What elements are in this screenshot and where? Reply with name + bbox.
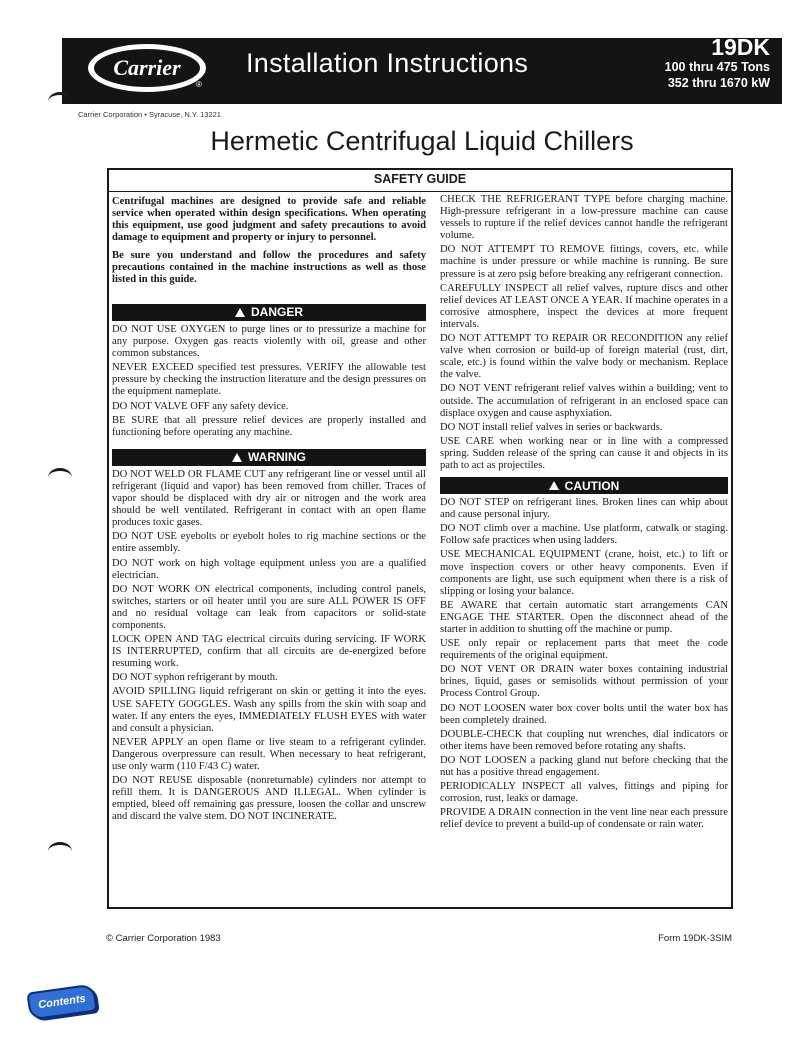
capacity-tons: 100 thru 475 Tons (664, 60, 770, 74)
danger-label: DANGER (250, 305, 303, 320)
warning-item: DO NOT WORK ON electrical components, including control panels, switches, starters or oil heater until you are sure ALL POWER IS OFF and no residual voltage can leak from capacitors or solid-state components. (112, 583, 426, 631)
registered-mark: ® (196, 80, 202, 89)
safety-item: DO NOT ATTEMPT TO REMOVE fittings, covers, etc. while machine is under pressure or while machine is running. Be sure pressure is at zero psig before breaking any refrigerant connection. (440, 244, 728, 280)
corporation-address: Carrier Corporation • Syracuse, N.Y. 13221 (78, 110, 221, 119)
contents-label: Contents (37, 992, 87, 1012)
warning-triangle-icon (235, 308, 245, 317)
form-number: Form 19DK-3SIM (658, 933, 732, 944)
punch-hole-mark (48, 92, 72, 111)
left-column (112, 196, 426, 825)
caution-item: DO NOT climb over a machine. Use platform, catwalk or staging. Follow safe practices when using ladders. (440, 523, 728, 547)
warning-item: DO NOT work on high voltage equipment unless you are a qualified electrician. (112, 557, 426, 581)
warning-item: DO NOT USE eyebolts or eyebolt holes to rig machine sections or the entire assembly. (112, 531, 426, 555)
danger-item: DO NOT USE OXYGEN to purge lines or to pressurize a machine for any purpose. Oxygen gas reacts violently with oil, grease and other common substances. (112, 324, 426, 360)
copyright: © Carrier Corporation 1983 (106, 933, 221, 944)
punch-hole-mark (48, 842, 72, 861)
caution-item: BE AWARE that certain automatic start arrangements CAN ENGAGE THE STARTER. Open the disconnect ahead of the starter in addition to shutting off the machine or pump. (440, 599, 728, 635)
safety-item: DO NOT ATTEMPT TO REPAIR OR RECONDITION any relief valve when corrosion or build-up of foreign material (rust, dirt, scale, etc.) is found within the valve body or mechanism. Replace the valve. (440, 333, 728, 381)
caution-item: PERIODICALLY INSPECT all valves, fittings and piping for corrosion, rust, leaks or damage. (440, 781, 728, 805)
contents-button[interactable] (26, 983, 97, 1020)
warning-item: DO NOT WELD OR FLAME CUT any refrigerant line or vessel until all refrigerant (liquid and vapor) has been removed from chiller. Traces of vapor should be displaced with dry air or nitrogen and the work area should be well ventilated. Refrigerant in contact with an open flame produces toxic gases. (112, 468, 426, 529)
warning-item: NEVER APPLY an open flame or live steam to a refrigerant cylinder. Dangerous overpressure can result. When necessary to heat refrigerant, use only warm (110 F/43 C) water. (112, 736, 426, 772)
safety-item: USE CARE when working near or in line with a compressed spring. Sudden release of the spring can cause it and objects in its path to act as projectiles. (440, 435, 728, 471)
document-title: Hermetic Centrifugal Liquid Chillers (210, 126, 634, 156)
caution-label: CAUTION (564, 478, 620, 493)
caution-item: DO NOT STEP on refrigerant lines. Broken lines can whip about and cause personal injury. (440, 497, 728, 521)
model-number: 19DK (711, 34, 770, 60)
safety-guide-title: SAFETY GUIDE (373, 172, 467, 186)
danger-banner (112, 304, 426, 321)
carrier-logo-text: Carrier (94, 49, 200, 87)
caution-item: USE MECHANICAL EQUIPMENT (crane, hoist, etc.) to lift or move inspection covers or other heavy components. Even if components are light, use such equipment when there is a risk of slipping or losing your balance. (440, 549, 728, 597)
installation-title: Installation Instructions (246, 48, 529, 78)
caution-item: DO NOT LOOSEN a packing gland nut before checking that the nut has a positive thread engagement. (440, 754, 728, 779)
warning-item: DO NOT syphon refrigerant by mouth. (112, 672, 278, 684)
caution-item: DO NOT LOOSEN water box cover bolts until the water box has been completely drained. (440, 702, 728, 726)
caution-banner (440, 477, 728, 494)
caution-item: USE only repair or replacement parts that meet the code requirements of the original equipment. (440, 638, 728, 662)
warning-item: DO NOT REUSE disposable (nonreturnable) cylinders nor attempt to refill them. It is DANGEROUS AND ILLEGAL. When cylinder is emptied, bleed off remaining gas pressure, loosen the collar and unscrew and discard the valve stem. DO NOT INCINERATE. (112, 775, 426, 823)
safety-item: CAREFULLY INSPECT all relief valves, rupture discs and other relief devices AT LEAST ONCE A YEAR. If machine operates in a corrosive atmosphere, inspect the devices at more frequent intervals. (440, 282, 728, 330)
punch-hole-mark (48, 468, 72, 487)
warning-item: LOCK OPEN AND TAG electrical circuits during servicing. IF WORK IS INTERRUPTED, confirm that all circuits are de-energized before resuming work. (112, 634, 426, 670)
intro-paragraph: Centrifugal machines are designed to provide safe and reliable service when operated within design specifications. When operating this equipment, use good judgment and safety precautions to avoid damage to equipment and property or injury to personnel. (112, 196, 426, 243)
divider (109, 191, 731, 192)
caution-item: DO NOT VENT OR DRAIN water boxes containing industrial brines, liquid, gases or semisolids without permission of your Process Control Group. (440, 664, 728, 700)
safety-item: CHECK THE REFRIGERANT TYPE before charging machine. High-pressure refrigerant in a low-pressure machine can cause vessels to rupture if the relief devices cannot handle the refrigerant volume. (440, 194, 728, 242)
warning-item: AVOID SPILLING liquid refrigerant on skin or getting it into the eyes. USE SAFETY GOGGLES. Wash any spills from the skin with soap and water. If any enters the eyes, IMMEDIATELY FLUSH EYES with water and consult a physician. (112, 686, 426, 734)
safety-item: DO NOT install relief valves in series or backwards. (440, 421, 663, 433)
warning-triangle-icon (232, 453, 242, 462)
warning-triangle-icon (549, 481, 559, 490)
intro-paragraph: Be sure you understand and follow the procedures and safety precautions contained in the machine instructions as well as those listed in this guide. (112, 250, 426, 285)
danger-item: NEVER EXCEED specified test pressures. VERIFY the allowable test pressure by checking the instruction literature and the design pressures on the equipment nameplate. (112, 362, 426, 398)
danger-item: BE SURE that all pressure relief devices are properly installed and functioning before operating any machine. (112, 414, 426, 438)
caution-item: DOUBLE-CHECK that coupling nut wrenches, dial indicators or other items have been removed before rotating any shafts. (440, 728, 728, 752)
intro-text (112, 196, 426, 286)
capacity-kw: 352 thru 1670 kW (667, 76, 770, 90)
warning-banner (112, 449, 426, 466)
danger-item: DO NOT VALVE OFF any safety device. (112, 400, 289, 412)
caution-item: PROVIDE A DRAIN connection in the vent line near each pressure relief device to prevent a build-up of condensate or rain water. (440, 807, 728, 831)
right-column (440, 194, 728, 834)
safety-item: DO NOT VENT refrigerant relief valves within a building; vent to outside. The accumulation of refrigerant in an enclosed space can displace oxygen and cause asphyxiation. (440, 383, 728, 419)
warning-label: WARNING (248, 450, 306, 465)
